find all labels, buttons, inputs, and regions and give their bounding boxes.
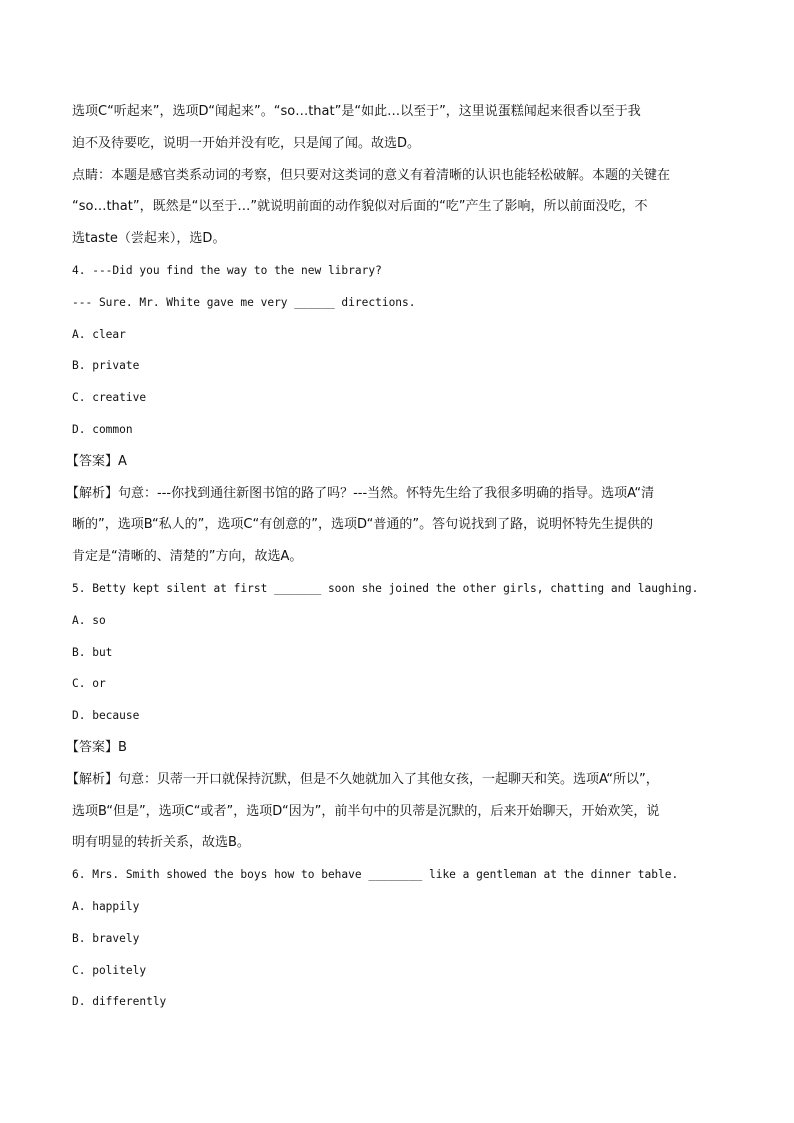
q5-option-b: B. but [72,645,113,659]
q4-stem: 4. ---Did you find the way to the new library? [72,263,382,277]
q4-option-a: A. clear [72,327,126,341]
q4-answer: 【答案】A [66,453,127,469]
document-page [66,96,722,1018]
q5-option-a: A. so [72,613,106,627]
q6-option-d: D. differently [72,995,167,1009]
q5-analysis: 选项B“但是”，选项C“或者”，选项D“因为”，前半句中的贝蒂是沉默的，后来开始聊天，开始欢笑，说 [72,803,660,819]
q5-analysis: 明有明显的转折关系，故选B。 [72,835,250,851]
q4-option-c: C. creative [72,391,147,405]
q5-option-d: D. because [72,709,140,723]
q4-analysis: 肯定是“清晰的、清楚的”方向，故选A。 [72,549,303,565]
q5-stem: 5. Betty kept silent at first _______ soon she joined the other girls, chatting and laughing. [72,581,699,595]
q4-analysis: 晰的”，选项B“私人的”，选项C“有创意的”，选项D“普通的”。答句说找到了路，说明怀特先生提供的 [72,517,654,533]
tip-line: 选taste（尝起来），选D。 [72,231,226,247]
q4-option-d: D. common [72,422,133,436]
explanation-line: 迫不及待要吃，说明一开始并没有吃，只是闻了闻。故选D。 [72,135,421,151]
q4-analysis: 【解析】句意：---你找到通往新图书馆的路了吗？---当然。怀特先生给了我很多明确的指导。选项A“清 [66,485,655,501]
explanation-line: 选项C“听起来”，选项D“闻起来”。“so…that”是“如此…以至于”，这里说蛋糕闻起来很香以至于我 [72,104,641,119]
q4-stem: --- Sure. Mr. White gave me very ______ directions. [72,295,416,309]
q6-option-b: B. bravely [72,931,140,945]
q6-option-c: C. politely [72,963,147,977]
q6-option-a: A. happily [72,899,140,913]
tip-line: “so…that”，既然是“以至于…”就说明前面的动作貌似对后面的“吃”产生了影响，所以前面没吃，不 [72,199,648,215]
q5-analysis: 【解析】句意：贝蒂一开口就保持沉默，但是不久她就加入了其他女孩，一起聊天和笑。选项A“所以”， [66,771,659,787]
q5-option-c: C. or [72,677,106,691]
q6-stem: 6. Mrs. Smith showed the boys how to behave ________ like a gentleman at the dinner table. [72,868,679,882]
tip-line: 点睛：本题是感官类系动词的考察，但只要对这类词的意义有着清晰的认识也能轻松破解。本题的关键在 [72,167,671,183]
q5-answer: 【答案】B [66,739,127,755]
q4-option-b: B. private [72,359,140,373]
